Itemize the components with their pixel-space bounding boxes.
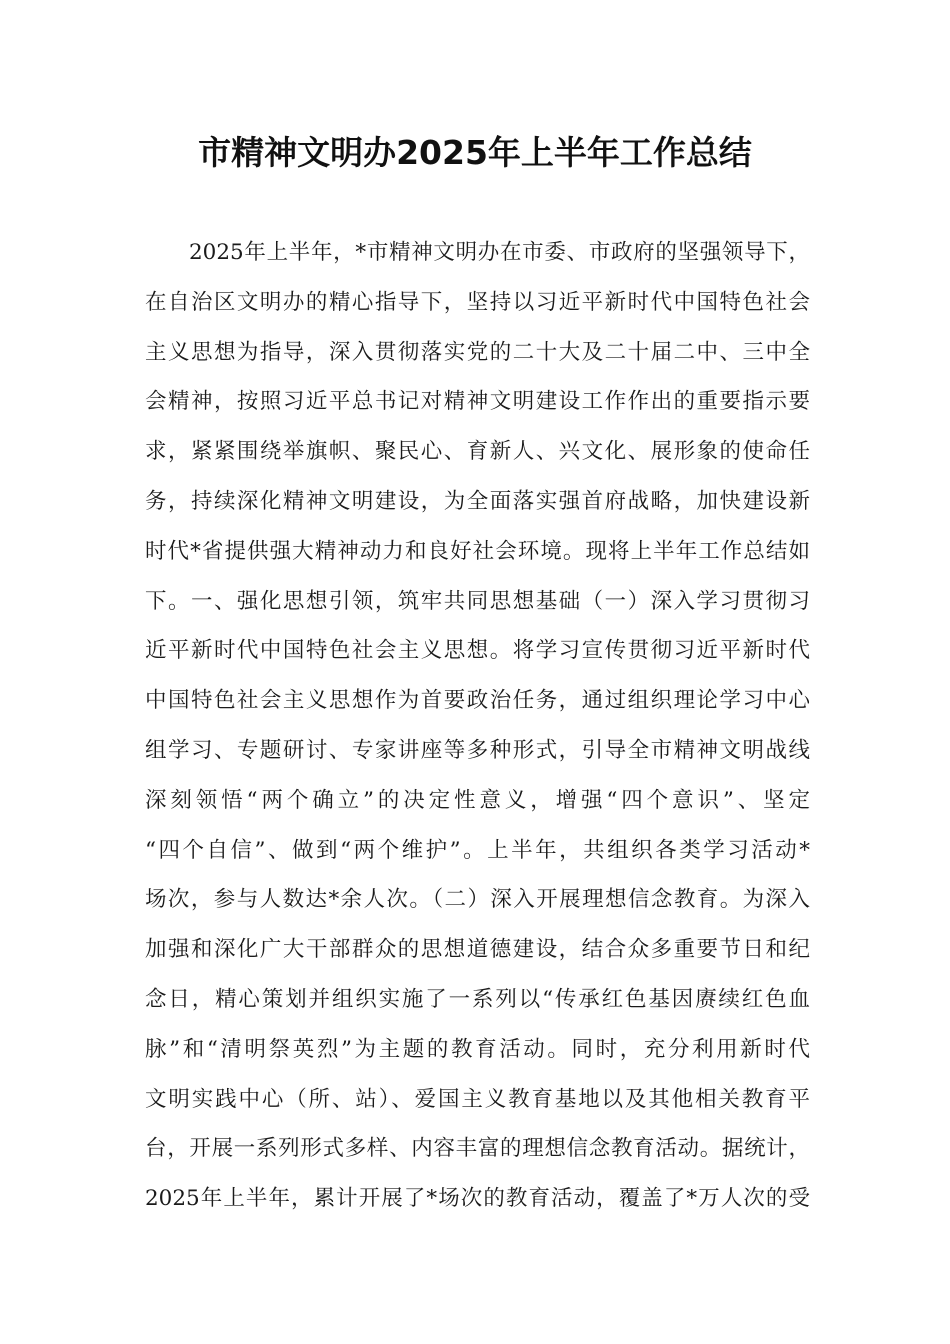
body-line: 求，紧紧围绕举旗帜、聚民心、育新人、兴文化、展形象的使命任 bbox=[145, 439, 810, 465]
body-line: 下。一、强化思想引领，筑牢共同思想基础（一）深入学习贯彻习 bbox=[145, 588, 810, 614]
body-line: 深刻领悟“两个确立”的决定性意义，增强“四个意识”、坚定 bbox=[145, 787, 810, 813]
document-title: 市精神文明办2025年上半年工作总结 bbox=[198, 133, 752, 172]
body-line: 加强和深化广大干部群众的思想道德建设，结合众多重要节日和纪 bbox=[145, 937, 810, 963]
body-line: 中国特色社会主义思想作为首要政治任务，通过组织理论学习中心 bbox=[145, 688, 810, 714]
body-line: 2025年上半年，累计开展了*场次的教育活动，覆盖了*万人次的受 bbox=[145, 1186, 810, 1212]
body-line: 脉”和“清明祭英烈”为主题的教育活动。同时，充分利用新时代 bbox=[145, 1036, 810, 1062]
body-line: “四个自信”、做到“两个维护”。上半年，共组织各类学习活动* bbox=[145, 837, 810, 863]
body-line: 2025年上半年，*市精神文明办在市委、市政府的坚强领导下， bbox=[189, 240, 810, 265]
body-line: 会精神，按照习近平总书记对精神文明建设工作作出的重要指示要 bbox=[145, 389, 810, 415]
body-line: 近平新时代中国特色社会主义思想。将学习宣传贯彻习近平新时代 bbox=[145, 638, 810, 664]
body-line: 在自治区文明办的精心指导下，坚持以习近平新时代中国特色社会 bbox=[145, 289, 810, 315]
body-line: 场次，参与人数达*余人次。（二）深入开展理想信念教育。为深入 bbox=[145, 887, 810, 913]
body-line: 时代*省提供强大精神动力和良好社会环境。现将上半年工作总结如 bbox=[145, 538, 810, 564]
body-line: 主义思想为指导，深入贯彻落实党的二十大及二十届二中、三中全 bbox=[145, 339, 810, 365]
body-line: 务，持续深化精神文明建设，为全面落实强首府战略，加快建设新 bbox=[145, 488, 810, 514]
body-line: 台，开展一系列形式多样、内容丰富的理想信念教育活动。据统计， bbox=[145, 1136, 810, 1162]
body-line: 念日，精心策划并组织实施了一系列以“传承红色基因赓续红色血 bbox=[145, 986, 810, 1012]
document-body bbox=[145, 228, 810, 1224]
body-line: 文明实践中心（所、站）、爱国主义教育基地以及其他相关教育平 bbox=[145, 1086, 810, 1112]
body-line: 组学习、专题研讨、专家讲座等多种形式，引导全市精神文明战线 bbox=[145, 737, 810, 763]
